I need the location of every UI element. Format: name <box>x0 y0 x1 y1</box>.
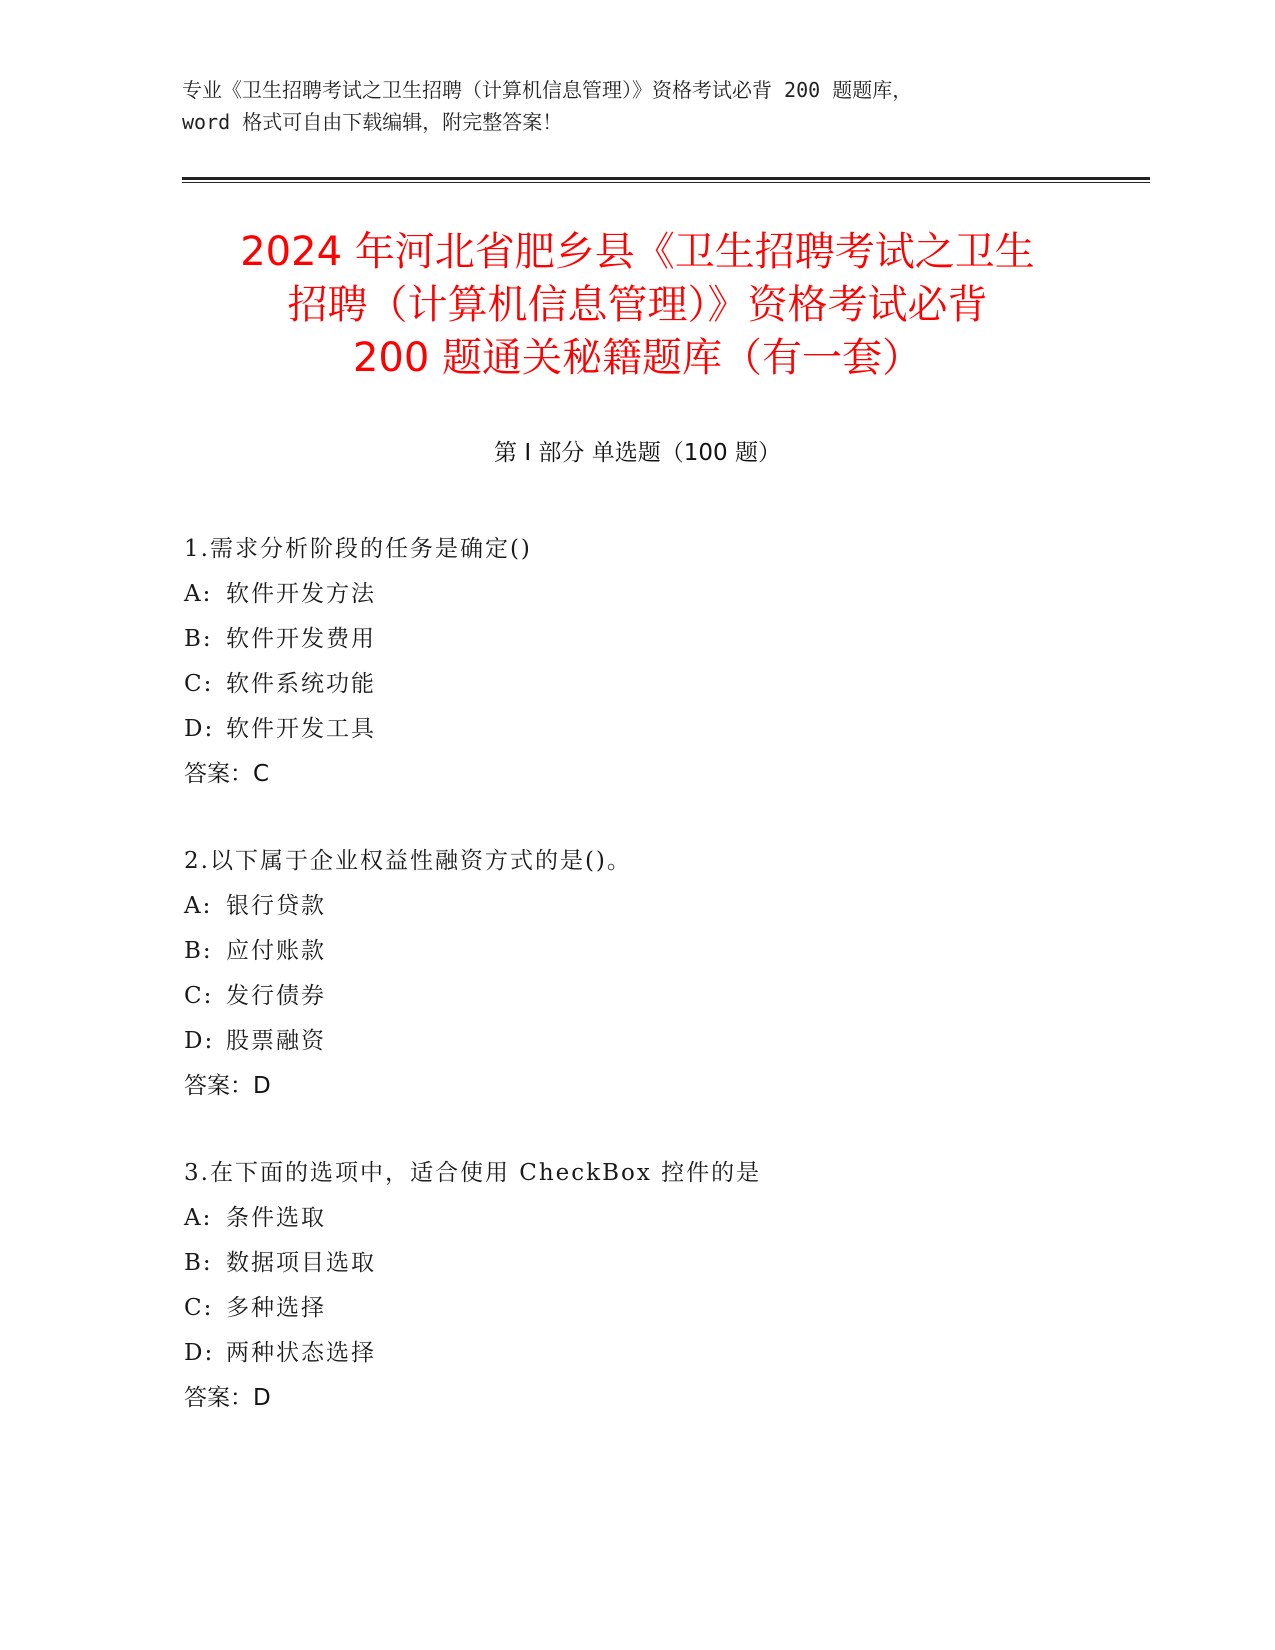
option-d <box>184 1019 1144 1064</box>
question-item <box>184 527 1144 797</box>
option-letter: D: <box>184 716 215 742</box>
option-letter: A: <box>184 893 213 919</box>
option-a <box>184 1196 1144 1241</box>
question-stem: 1.需求分析阶段的任务是确定() <box>184 536 532 562</box>
option-d <box>184 1331 1144 1376</box>
option-a <box>184 572 1144 617</box>
option-text: 软件开发方法 <box>226 581 376 607</box>
option-letter: D: <box>184 1340 215 1366</box>
header-divider-thin <box>182 182 1150 183</box>
option-text: 条件选取 <box>226 1205 326 1231</box>
option-text: 软件系统功能 <box>226 671 376 697</box>
option-b <box>184 1241 1144 1286</box>
answer: 答案：C <box>184 761 270 787</box>
document-title-line-1: 2024 年河北省肥乡县《卫生招聘考试之卫生 <box>240 229 1035 275</box>
question-item <box>184 1151 1144 1421</box>
option-letter: B: <box>184 938 213 964</box>
option-a <box>184 884 1144 929</box>
option-text: 应付账款 <box>226 938 326 964</box>
option-letter: B: <box>184 626 213 652</box>
header-note-line-1: 专业《卫生招聘考试之卫生招聘（计算机信息管理）》资格考试必背 200 题题库， <box>182 78 913 102</box>
document-title <box>150 226 1125 385</box>
option-text: 数据项目选取 <box>226 1250 376 1276</box>
option-text: 软件开发费用 <box>226 626 376 652</box>
option-text: 两种状态选择 <box>226 1340 376 1366</box>
option-c <box>184 662 1144 707</box>
header-divider-thick <box>182 177 1150 180</box>
option-c <box>184 1286 1144 1331</box>
option-letter: A: <box>184 581 213 607</box>
option-letter: B: <box>184 1250 213 1276</box>
document-title-line-2: 招聘（计算机信息管理）》资格考试必背 <box>287 282 988 328</box>
question-list <box>184 527 1144 1463</box>
question-stem: 3.在下面的选项中，适合使用 CheckBox 控件的是 <box>184 1160 762 1186</box>
answer: 答案：D <box>184 1385 271 1411</box>
option-letter: C: <box>184 671 214 697</box>
option-c <box>184 974 1144 1019</box>
option-letter: C: <box>184 1295 214 1321</box>
option-letter: C: <box>184 983 214 1009</box>
option-text: 银行贷款 <box>226 893 326 919</box>
option-letter: A: <box>184 1205 213 1231</box>
option-b <box>184 617 1144 662</box>
section-title: 第 I 部分 单选题（100 题） <box>494 440 781 466</box>
option-b <box>184 929 1144 974</box>
option-text: 多种选择 <box>226 1295 326 1321</box>
option-text: 软件开发工具 <box>226 716 376 742</box>
option-text: 发行债券 <box>226 983 326 1009</box>
question-stem: 2.以下属于企业权益性融资方式的是()。 <box>184 848 632 874</box>
header-note-line-2: word 格式可自由下载编辑，附完整答案！ <box>182 110 563 134</box>
option-letter: D: <box>184 1028 215 1054</box>
header-note <box>182 74 1082 138</box>
answer: 答案：D <box>184 1073 271 1099</box>
document-title-line-3: 200 题通关秘籍题库（有一套） <box>352 335 923 381</box>
option-d <box>184 707 1144 752</box>
question-item <box>184 839 1144 1109</box>
option-text: 股票融资 <box>226 1028 326 1054</box>
